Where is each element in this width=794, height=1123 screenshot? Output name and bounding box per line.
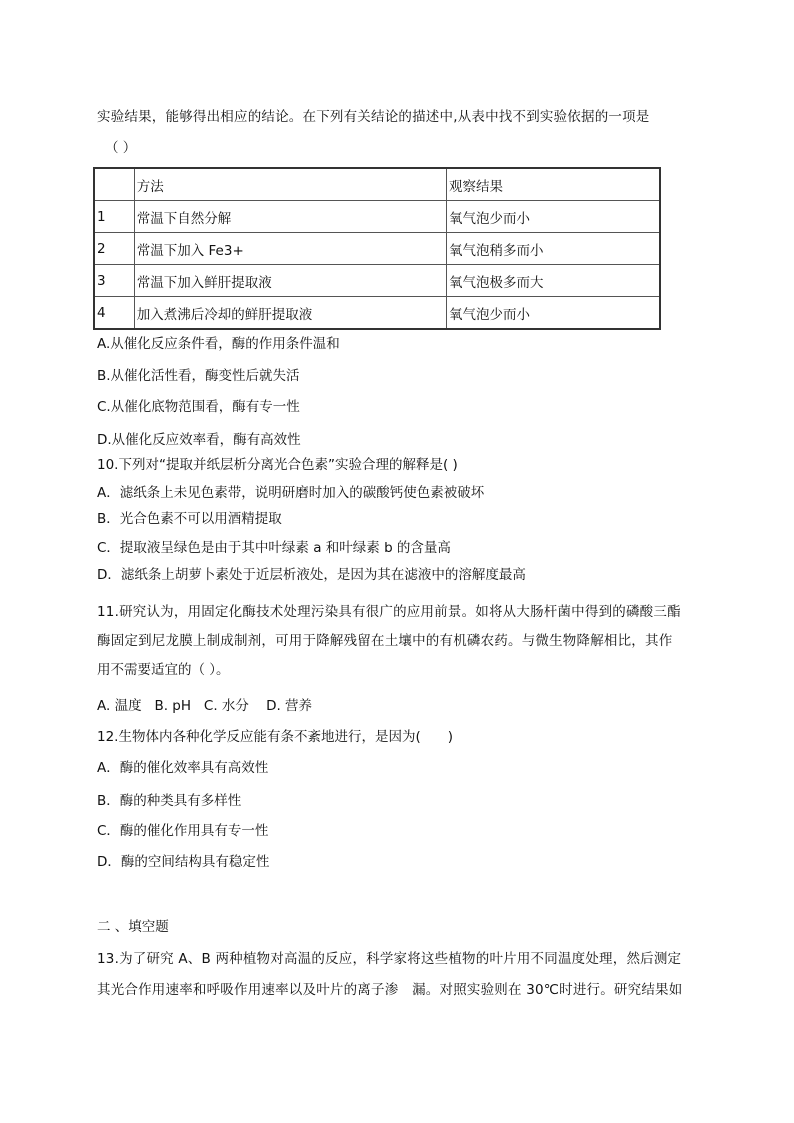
- q13-line-1: 13.为了研究 A、B 两种植物对高温的反应，科学家将这些植物的叶片用不同温度处理，然后测定: [97, 951, 682, 967]
- table-cell-method: 加入煮沸后冷却的鲜肝提取液: [134, 297, 446, 330]
- q10-option-c: C．提取液呈绿色是由于其中叶绿素 a 和叶绿素 b 的含量高: [97, 540, 451, 556]
- intro-line-1: 实验结果，能够得出相应的结论。在下列有关结论的描述中,从表中找不到实验依据的一项是: [97, 109, 650, 125]
- table-cell-index: 2: [94, 233, 134, 265]
- intro-answer-bracket: （ ）: [105, 140, 137, 156]
- table-cell-method: 常温下加入 Fe3+: [134, 233, 446, 265]
- q9-option-b: B.从催化活性看，酶变性后就失活: [97, 368, 300, 384]
- q12-option-a: A．酶的催化效率具有高效性: [97, 760, 269, 776]
- q10-option-b: B．光合色素不可以用酒精提取: [97, 511, 282, 527]
- table-cell-result: 氧气泡少而小: [446, 297, 660, 330]
- table-row: [94, 297, 660, 330]
- table-cell-index: 4: [94, 297, 134, 330]
- experiment-table: [93, 167, 661, 330]
- table-row: [94, 265, 660, 297]
- table-header-row: [94, 168, 660, 201]
- q10-option-a: A．滤纸条上未见色素带，说明研磨时加入的碳酸钙使色素被破坏: [97, 485, 485, 501]
- q11-stem-line-2: 酶固定到尼龙膜上制成制剂，可用于降解残留在土壤中的有机磷农药。与微生物降解相比，其作: [97, 633, 673, 649]
- table-cell-method: 常温下加入鲜肝提取液: [134, 265, 446, 297]
- q12-stem: 12.生物体内各种化学反应能有条不紊地进行，是因为( ): [97, 729, 454, 745]
- q10-option-d: D．滤纸条上胡萝卜素处于近层析液处，是因为其在滤液中的溶解度最高: [97, 567, 526, 583]
- q12-option-d: D．酶的空间结构具有稳定性: [97, 854, 270, 870]
- table-cell-result: 氧气泡极多而大: [446, 265, 660, 297]
- q13-line-2: 其光合作用速率和呼吸作用速率以及叶片的离子渗 漏。对照实验则在 30℃时进行。研究结果如: [97, 982, 683, 998]
- q12-option-b: B．酶的种类具有多样性: [97, 793, 242, 809]
- q11-options: A. 温度 B. pH C. 水分 D. 营养: [97, 698, 313, 714]
- q9-option-a: A.从催化反应条件看，酶的作用条件温和: [97, 336, 340, 352]
- q11-stem-line-3: 用不需要适宜的（ ）。: [97, 662, 230, 678]
- table-row: [94, 233, 660, 265]
- table-cell-method: 常温下自然分解: [134, 201, 446, 233]
- q10-stem: 10.下列对“提取并纸层析分离光合色素”实验合理的解释是( ): [97, 457, 458, 473]
- q11-stem-line-1: 11.研究认为，用固定化酶技术处理污染具有很广的应用前景。如将从大肠杆菌中得到的磷酸三酯: [97, 604, 681, 620]
- table-header-method: 方法: [134, 168, 446, 201]
- table-cell-result: 氧气泡稍多而小: [446, 233, 660, 265]
- q12-option-c: C．酶的催化作用具有专一性: [97, 823, 269, 839]
- table-cell-result: 氧气泡少而小: [446, 201, 660, 233]
- section-title-fill-blank: 二 、填空题: [97, 919, 169, 935]
- q9-option-c: C.从催化底物范围看，酶有专一性: [97, 399, 300, 415]
- table-header-result: 观察结果: [446, 168, 660, 201]
- table-row: [94, 201, 660, 233]
- q9-option-d: D.从催化反应效率看，酶有高效性: [97, 432, 301, 448]
- table-cell-index: 1: [94, 201, 134, 233]
- table-cell-index: 3: [94, 265, 134, 297]
- table-header-cell: [94, 168, 134, 201]
